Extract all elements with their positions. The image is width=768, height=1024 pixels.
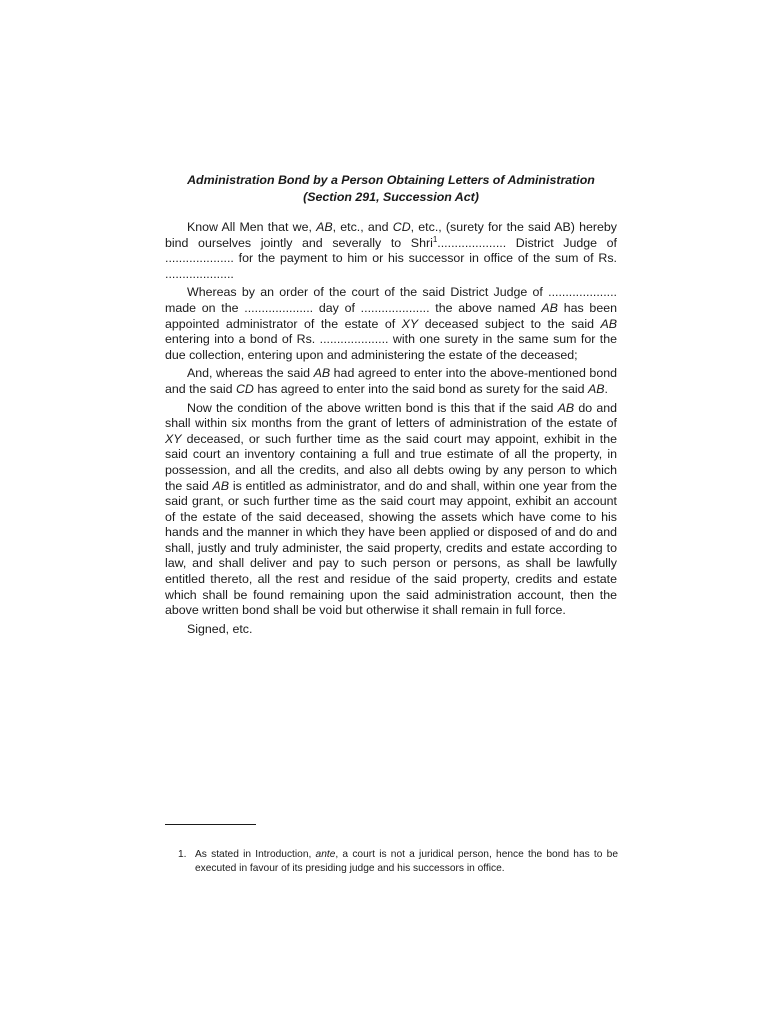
footnote-divider: [165, 824, 256, 825]
footnote: [178, 848, 618, 877]
paragraph-signed: Signed, etc.: [187, 621, 253, 636]
paragraph-condition: Now the condition of the above written bond is this that if the said AB do and shall within six months from the grant of letters of administration of the estate of XY deceased, or such further time as the said court may appoint, exhibit in the said court an inventory containing a full and true estimate of all the property, in possession, and all the credits, and also all debts owing by any person to which the said AB is entitled as administrator, and do and shall, within one year from the said grant, or such further time as the said court may appoint, exhibit an account of the estate of the said deceased, showing the assets which have come to his hands and the manner in which they have been applied or disposed of and do and shall, justly and truly administer, the said property, credits and estate according to law, and shall deliver and pay to such person or persons, as shall be lawfully entitled thereto, all the rest and residue of the said property, credits and estate which shall be found remaining upon the said administration account, then the above written bond shall be void but otherwise it shall remain in full force.: [165, 400, 617, 618]
paragraph-and-whereas: And, whereas the said AB had agreed to enter into the above-mentioned bond and the said CD has agreed to enter into the said bond as surety for the said AB.: [165, 366, 617, 396]
footnote-text: As stated in Introduction, ante, a court is not a juridical person, hence the bond has to be executed in favour of its presiding judge and his successors in office.: [195, 849, 618, 875]
footnote-reference[interactable]: 1: [432, 234, 438, 244]
title-line-2: (Section 291, Succession Act): [303, 190, 479, 204]
footnote-number: 1.: [178, 849, 187, 860]
document-title: [165, 172, 617, 206]
document-body: [165, 172, 617, 640]
paragraph-whereas: Whereas by an order of the court of the said District Judge of .................... made on the .................... day of .................... the above named AB has been appointed administrator of the estate of XY deceased subject to the said AB entering into a bond of Rs. .................... with one surety in the same sum for the due collection, entering upon and administering the estate of the deceased;: [165, 285, 617, 362]
paragraph-know-all-men: Know All Men that we, AB, etc., and CD, etc., (surety for the said AB) hereby bind ourselves jointly and severally to Shri$^1$.................... District Judge of .................... for the payment to him or his successor in office of the sum of Rs. ....................: [165, 220, 617, 281]
title-line-1: Administration Bond by a Person Obtaining Letters of Administration: [187, 173, 595, 187]
